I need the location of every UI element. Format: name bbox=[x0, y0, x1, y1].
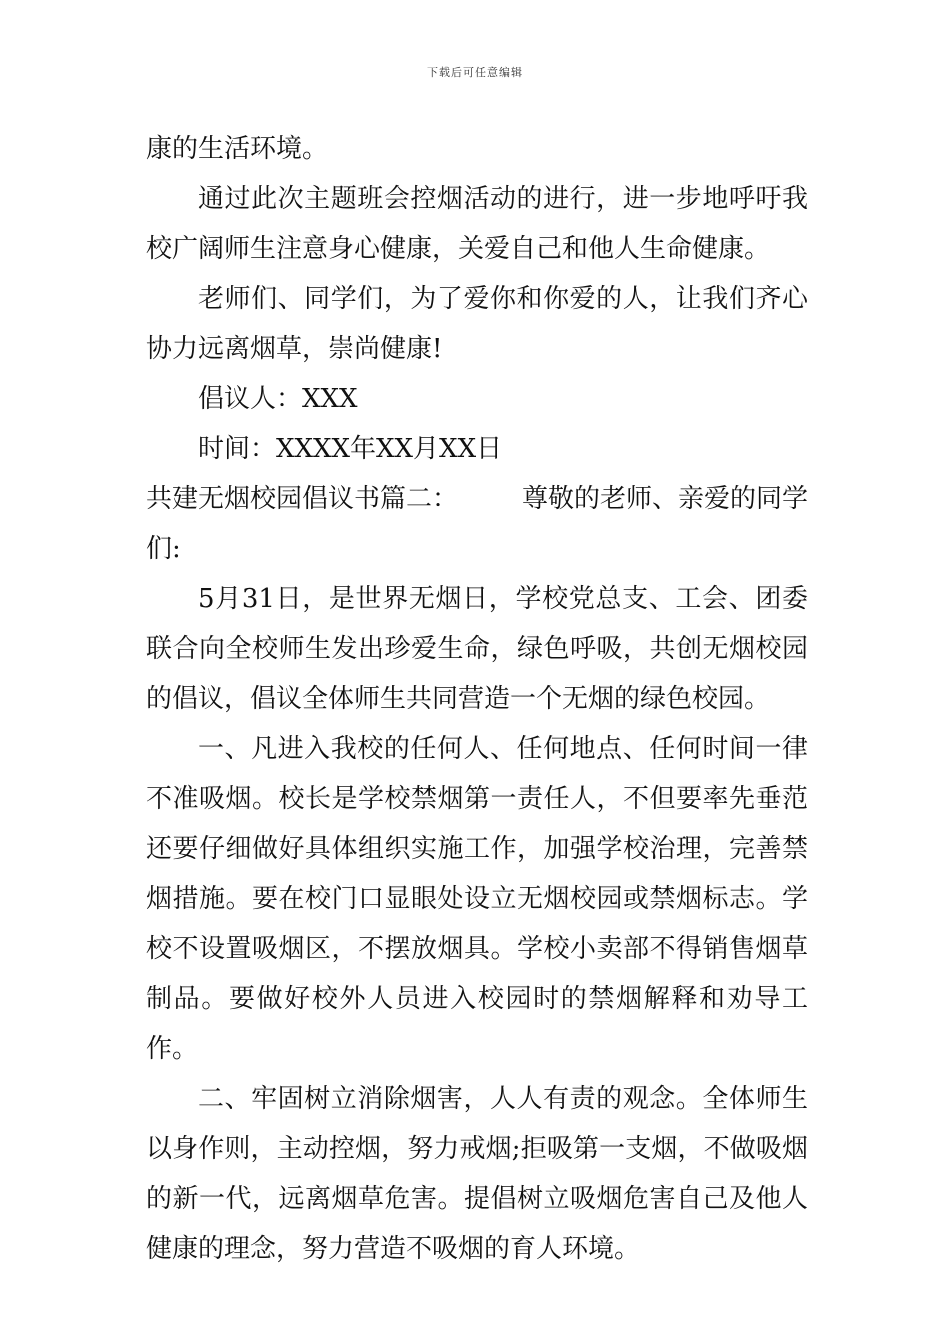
document-body bbox=[146, 124, 808, 1274]
paragraph-rule-two: 二、牢固树立消除烟害，人人有责的观念。全体师生以身作则，主动控烟，努力戒烟;拒吸第一支烟，不做吸烟的新一代，远离烟草危害。提倡树立吸烟危害自己及他人健康的理念，努力营造不吸烟的育人环境。 bbox=[146, 1084, 808, 1264]
initiator-line: 倡议人：XXX bbox=[198, 384, 358, 414]
page-header: 下载后可任意编辑 bbox=[427, 66, 523, 79]
section-title: 共建无烟校园倡议书篇二： bbox=[146, 484, 459, 514]
paragraph-activity: 通过此次主题班会控烟活动的进行，进一步地呼吁我校广阔师生注意身心健康，关爱自己和他人生命健康。 bbox=[146, 184, 808, 264]
section-title-line bbox=[146, 474, 808, 524]
paragraph-continuation: 康的生活环境。 bbox=[146, 134, 329, 164]
paragraph-appeal: 老师们、同学们，为了爱你和你爱的人，让我们齐心协力远离烟草，崇尚健康! bbox=[146, 284, 808, 364]
date-line: 时间：XXXX年XX月XX日 bbox=[198, 434, 503, 464]
greeting-continuation: 们: bbox=[146, 534, 181, 564]
paragraph-rule-one: 一、凡进入我校的任何人、任何地点、任何时间一律不准吸烟。校长是学校禁烟第一责任人，不但要率先垂范还要仔细做好具体组织实施工作，加强学校治理，完善禁烟措施。要在校门口显眼处设立无烟校园或禁烟标志。学校不设置吸烟区，不摆放烟具。学校小卖部不得销售烟草制品。要做好校外人员进入校园时的禁烟解释和劝导工作。 bbox=[146, 734, 808, 1064]
paragraph-world-no-tobacco-day: 5月31日，是世界无烟日，学校党总支、工会、团委联合向全校师生发出珍爱生命，绿色呼吸，共创无烟校园的倡议，倡议全体师生共同营造一个无烟的绿色校园。 bbox=[146, 584, 808, 714]
greeting: 尊敬的老师、亲爱的同学 bbox=[521, 484, 808, 514]
